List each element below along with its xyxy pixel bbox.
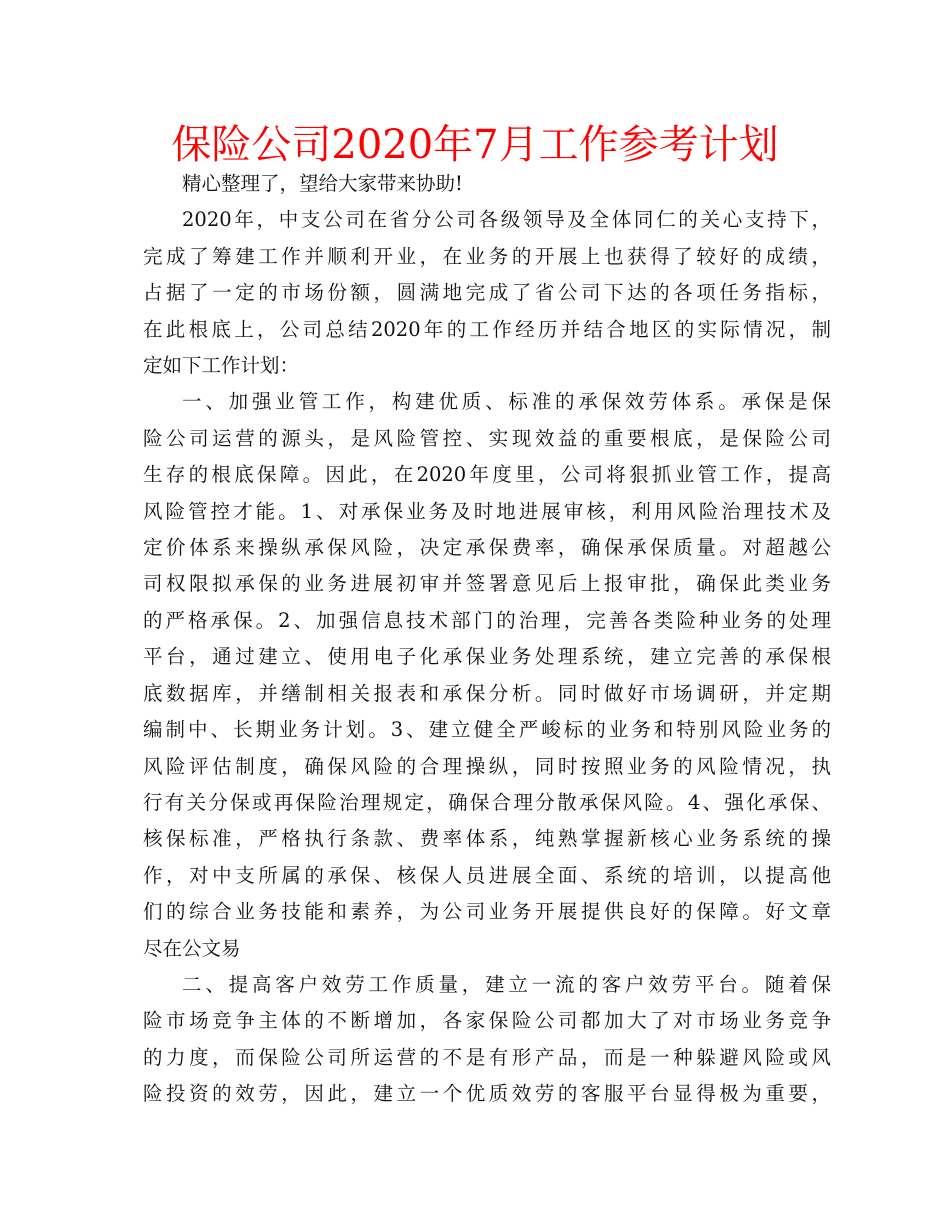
paragraph-2-line: 作，对中支所属的承保、核保人员进展全面、系统的培训，以提高他	[143, 863, 831, 887]
paragraph-2-line: 险公司运营的源头，是风险管控、实现效益的重要根底，是保险公司	[143, 426, 831, 450]
paragraph-1-line: 完成了筹建工作并顺利开业，在业务的开展上也获得了较好的成绩，	[143, 244, 831, 268]
paragraph-2-line: 风险评估制度，确保风险的合理操纵，同时按照业务的风险情况，执	[143, 754, 831, 778]
document-body	[143, 166, 831, 1113]
paragraph-2-line: 核保标准，严格执行条款、费率体系，纯熟掌握新核心业务系统的操	[143, 827, 831, 851]
paragraph-2-line: 一、加强业管工作，构建优质、标准的承保效劳体系。承保是保	[182, 390, 831, 414]
paragraph-2-line: 行有关分保或再保险治理规定，确保合理分散承保风险。4、强化承保、	[143, 790, 831, 814]
paragraph-2-line: 平台，通过建立、使用电子化承保业务处理系统，建立完善的承保根	[143, 645, 831, 669]
paragraph-3-line: 险投资的效劳，因此，建立一个优质效劳的客服平台显得极为重要，	[143, 1082, 831, 1106]
paragraph-3-line: 二、提高客户效劳工作质量，建立一流的客户效劳平台。随着保	[182, 972, 831, 996]
paragraph-2-line: 尽在公文易	[143, 936, 241, 960]
paragraph-2-line: 们的综合业务技能和素养，为公司业务开展提供良好的保障。好文章	[143, 900, 831, 924]
paragraph-2-line: 风险管控才能。1、对承保业务及时地进展审核，利用风险治理技术及	[143, 499, 831, 523]
paragraph-2-line: 编制中、长期业务计划。3、建立健全严峻标的业务和特别风险业务的	[143, 718, 831, 742]
paragraph-2-line: 司权限拟承保的业务进展初审并签署意见后上报审批，确保此类业务	[143, 572, 831, 596]
paragraph-1-line: 2020年，中支公司在省分公司各级领导及全体同仁的关心支持下，	[182, 208, 831, 232]
document-title: 保险公司2020年7月工作参考计划	[171, 122, 779, 168]
paragraph-3-line: 险市场竞争主体的不断增加，各家保险公司都加大了对市场业务竞争	[143, 1009, 831, 1033]
intro-line: 精心整理了，望给大家带来协助!	[182, 172, 463, 195]
paragraph-1-line: 定如下工作计划：	[143, 354, 300, 378]
paragraph-1-line: 占据了一定的市场份额，圆满地完成了省公司下达的各项任务指标，	[143, 281, 831, 305]
paragraph-2-line: 生存的根底保障。因此，在2020年度里，公司将狠抓业管工作，提高	[143, 463, 831, 487]
paragraph-2-line: 的严格承保。2、加强信息技术部门的治理，完善各类险种业务的处理	[143, 608, 831, 632]
paragraph-2-line: 底数据库，并缮制相关报表和承保分析。同时做好市场调研，并定期	[143, 681, 831, 705]
paragraph-2-line: 定价体系来操纵承保风险，决定承保费率，确保承保质量。对超越公	[143, 536, 831, 560]
paragraph-1-line: 在此根底上，公司总结2020年的工作经历并结合地区的实际情况，制	[143, 317, 831, 341]
paragraph-3-line: 的力度，而保险公司所运营的不是有形产品，而是一种躲避风险或风	[143, 1045, 831, 1069]
